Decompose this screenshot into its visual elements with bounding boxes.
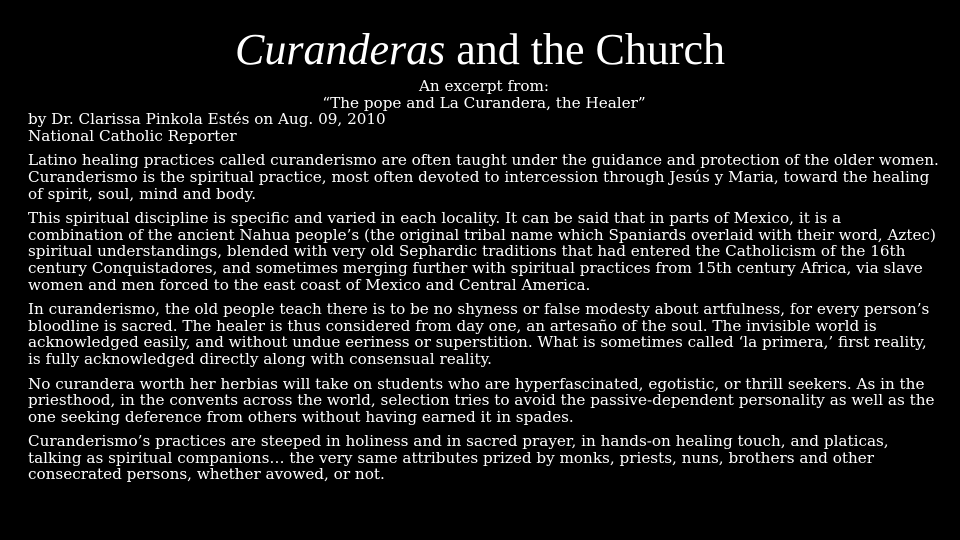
excerpt-label: An excerpt from: xyxy=(418,77,550,95)
source-title: “The pope and La Curandera, the Healer” xyxy=(322,93,646,112)
slide-title xyxy=(0,24,960,76)
slide-title-italic: Curanderas xyxy=(234,25,446,74)
byline: by Dr. Clarissa Pinkola Estés on Aug. 09, 2010 xyxy=(28,110,386,129)
slide-body xyxy=(28,78,940,483)
paragraph-1: Latino healing practices called curanderismo are often taught under the guidance and protection of the older women. Curanderismo is the spiritual practice, most often devoted to intercession through Jesús y Maria, toward the healing of spirit, soul, mind and body. xyxy=(28,151,939,203)
slide-title-rest: and the Church xyxy=(445,25,726,74)
paragraph-4: No curandera worth her herbias will take on students who are hyperfascinated, egotistic, or thrill seekers. As in the priesthood, in the convents across the world, selection tries to avoid the passive-dependent personality as well as the one seeking deference from others without having earned it in spades. xyxy=(28,374,935,426)
paragraph-5: Curanderismo’s practices are steeped in holiness and in sacred prayer, in hands-on healing touch, and platicas, talking as spiritual companions… the very same attributes prized by monks, priests, nuns, brothers and other consecrated persons, whether avowed, or not. xyxy=(28,432,889,484)
paragraph-2: This spiritual discipline is specific and varied in each locality. It can be said that in parts of Mexico, it is a combination of the ancient Nahua people’s (the original tribal name which Spaniards overlaid with their word, Aztec) spiritual understandings, blended with very old Sephardic traditions that had entered the Catholicism of the 16th century Conquistadores, and sometimes merging further with spiritual practices from 15th century Africa, via slave women and men forced to the east coast of Mexico and Central America. xyxy=(28,209,936,294)
paragraph-3: In curanderismo, the old people teach there is to be no shyness or false modesty about artfulness, for every person’s bloodline is sacred. The healer is thus considered from day one, an artesaño of the soul. The invisible world is acknowledged easily, and without undue eeriness or superstition. What is sometimes called ‘la primera,’ first reality, is fully acknowledged directly along with consensual reality. xyxy=(28,300,930,368)
publication: National Catholic Reporter xyxy=(28,126,237,145)
